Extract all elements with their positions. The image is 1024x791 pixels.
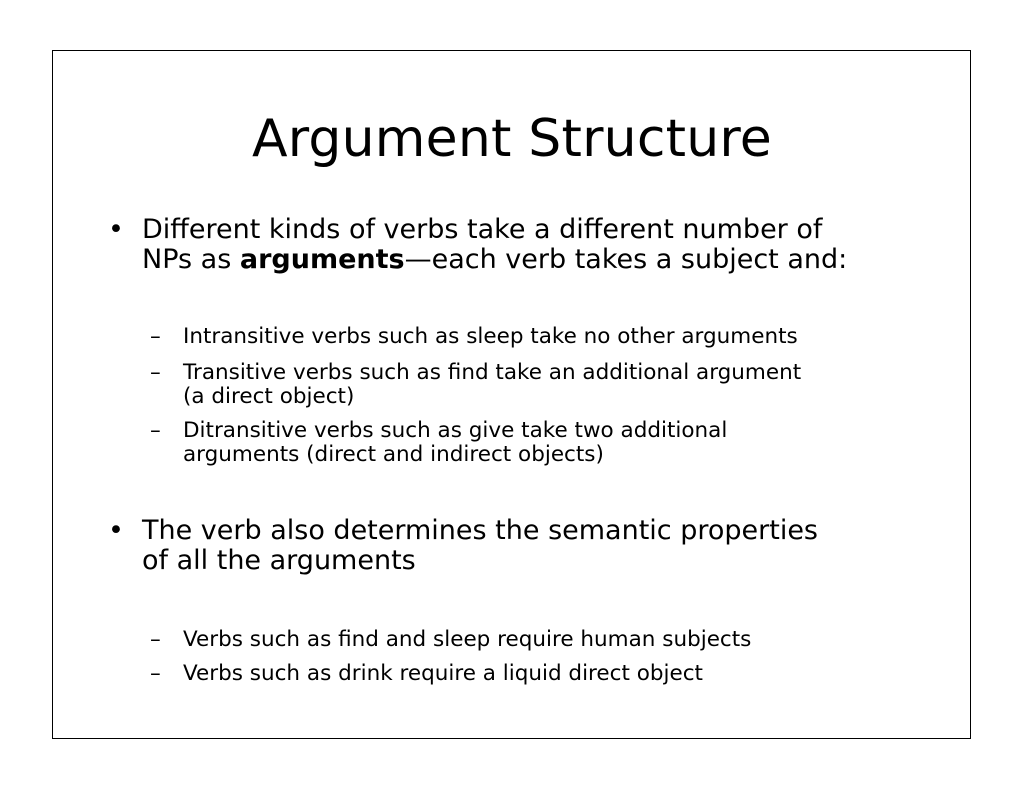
sub-bullet-marker: – (150, 627, 161, 652)
sub-bullet-marker: – (150, 324, 161, 349)
bullet-line-text: NPs as (142, 244, 240, 275)
sub-bullet-text (183, 628, 913, 652)
sub-bullet-text (183, 361, 913, 409)
sub-bullet-line: Verbs such as drink require a liquid direct object (183, 661, 703, 686)
bullet-text (142, 215, 912, 275)
sub-bullet-text (183, 419, 913, 467)
sub-bullet-line: Ditransitive verbs such as give take two additional (183, 418, 728, 443)
bullet-text (142, 516, 912, 576)
bold-term: arguments (239, 244, 405, 275)
sub-bullet-marker: – (150, 360, 161, 385)
sub-bullet-line: Intransitive verbs such as sleep take no other arguments (183, 324, 798, 349)
slide-title: Argument Structure (251, 109, 773, 169)
sub-bullet-text (183, 662, 913, 686)
sub-bullet-text (183, 325, 913, 349)
sub-bullet-marker: – (150, 418, 161, 443)
bullet-line-text: —each verb takes a subject and: (404, 244, 848, 275)
bullet-line: The verb also determines the semantic properties (142, 515, 819, 546)
bullet-marker: • (108, 515, 124, 546)
bullet-line (142, 245, 912, 275)
bullet-marker: • (108, 214, 124, 245)
sub-bullet-line: arguments (direct and indirect objects) (183, 442, 604, 467)
sub-bullet-line: (a direct object) (183, 384, 355, 409)
sub-bullet-line: Transitive verbs such as find take an additional argument (183, 360, 802, 385)
sub-bullet-line: Verbs such as find and sleep require human subjects (183, 627, 752, 652)
sub-bullet-marker: – (150, 661, 161, 686)
bullet-line: Different kinds of verbs take a different number of (142, 214, 823, 245)
bullet-line: of all the arguments (142, 545, 416, 576)
